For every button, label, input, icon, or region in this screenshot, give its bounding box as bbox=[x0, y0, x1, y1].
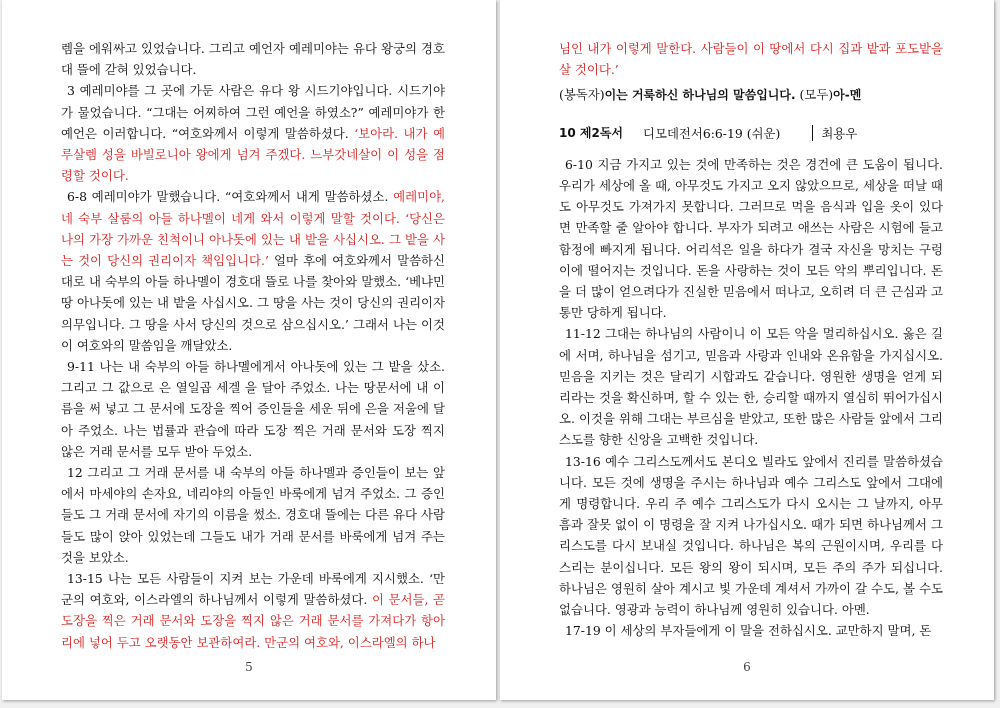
text-segment: 13-15 나는 모든 사람들이 지켜 보는 가운데 바룩에게 지시했소. ‘만군의 여호와, 이스라엘의 하나님께서 이렇게 말씀하셨다. bbox=[61, 571, 445, 608]
text-segment: 17-19 이 세상의 부자들에게 이 말을 전하십시오. 교만하지 말며, 돈 bbox=[565, 623, 932, 639]
reading-separator bbox=[812, 125, 813, 141]
text-segment: 얼마 후에 여호와께서 말씀하신 대로 내 숙부의 아들 하나멜이 경호대 뜰로 나를 찾아와 말했소. ‘베냐민 땅 아나돗에 있는 내 밭을 사십시오. 그 땅을 사는 것이 당신의 권리이자 의무입니다. 그 땅을 사서 당신의 것으로 삼으십시오.’ 그래서 나는 이것이 여호와의 말씀임을 깨달았소. bbox=[61, 253, 445, 353]
paragraph bbox=[61, 80, 445, 186]
reading-reference: 디모데전서6:6-19 (쉬운) bbox=[643, 125, 781, 141]
text-segment: 6-8 예레미야가 말했습니다. “여호와께서 내게 말씀하셨소. bbox=[67, 189, 394, 205]
paragraph bbox=[559, 451, 943, 621]
paragraph bbox=[61, 568, 445, 653]
lector-label: (봉독자) bbox=[559, 87, 605, 103]
text-segment: 6-10 지금 가지고 있는 것에 만족하는 것은 경건에 큰 도움이 됩니다. 우리가 세상에 올 때, 아무것도 가지고 오지 않았으므로, 세상을 떠날 때도 아무것도 가져가지 못합니다. 그러므로 먹을 음식과 입을 옷이 있다면 만족할 줄 알아야 합니다. 부자가 되려고 애쓰는 사람은 시험에 들고 함정에 빠지게 됩니다. 어리석은 일을 하다가 결국 자신을 망치는 구렁이에 떨어지는 것입니다. 돈을 사랑하는 것이 모든 악의 뿌리입니다. 돈을 더 많이 얻으려다가 진실한 믿음에서 떠나고, 오히려 더 큰 근심과 고통만 당하게 됩니다. bbox=[559, 156, 943, 321]
paragraph bbox=[559, 154, 943, 324]
right-page-body bbox=[559, 154, 943, 642]
left-page-number: 5 bbox=[245, 660, 253, 674]
red-text-segment: 님인 내가 이렇게 말한다. 사람들이 이 땅에서 다시 집과 밭과 포도밭을 살 것이다.’ bbox=[559, 41, 943, 78]
text-segment: 9-11 나는 내 숙부의 아들 하나멜에게서 아나돗에 있는 그 밭을 샀소. 그리고 그 값으로 은 열일곱 세겔 을 달아 주었소. 나는 땅문서에 내 이름을 써 넣고 그 문서에 도장을 찍어 증인들을 세운 뒤에 은을 저울에 달아 주었소. 나는 법률과 관습에 따라 도장 찍은 거래 문서와 도장 찍지 않은 거래 문서를 모두 받아 두었소. bbox=[61, 359, 445, 459]
reading-title: 10 제2독서 bbox=[559, 125, 624, 140]
red-text-segment: ‘보아라. 내가 예루살렘 성을 바빌로니아 왕에게 넘겨 주겠다. 느부갓네살이 이 성을 점령할 것이다. bbox=[61, 125, 445, 184]
red-text-segment: 이 문서들, 곧 도장을 찍은 거래 문서와 도장을 찍지 않은 거래 문서를 가져다가 항아리에 넣어 두고 오랫동안 보관하여라. 만군의 여호와, 이스라엘의 하나 bbox=[61, 592, 445, 650]
text-segment: 11-12 그대는 하나님의 사람이니 이 모든 악을 멀리하십시오. 옳은 길에 서며, 하나님을 섬기고, 믿음과 사랑과 인내와 온유함을 가지십시오. 믿음을 지키는 것은 달리기 시합과도 같습니다. 영원한 생명을 얻게 되리라는 것을 확신하며, 할 수 있는 한, 승리할 때까지 열심히 뛰어가십시오. 이것을 위해 그대는 부르심을 받았고, 또한 많은 사람들 앞에서 그리스도를 향한 신앙을 고백한 것입니다. bbox=[559, 326, 943, 448]
right-page-opening bbox=[559, 38, 943, 80]
left-page bbox=[2, 0, 496, 700]
text-segment: 3 예레미야를 그 곳에 가둔 사람은 유다 왕 시드기야입니다. 시드기야가 물었습니다. “그대는 어찌하여 그런 예언을 하였소?” 예레미야가 한 예언은 이러합니다. “여호와께서 이렇게 말씀하셨다. bbox=[61, 83, 445, 141]
paragraph bbox=[61, 38, 445, 80]
left-page-text bbox=[61, 38, 445, 653]
text-segment: 13-16 예수 그리스도께서도 본디오 빌라도 앞에서 진리를 말씀하셨습니다. 모든 것에 생명을 주시는 하나님과 예수 그리스도 앞에서 그대에게 명령합니다. 우리 주 예수 그리스도가 다시 오시는 그 날까지, 아무 흠과 잘못 없이 이 명령을 잘 지켜 나가십시오. 때가 되면 하나님께서 그리스도를 다시 보내실 것입니다. 하나님은 복의 근원이시며, 우리를 다스리는 분이십니다. 모든 왕의 왕이 되시며, 모든 주의 주가 되십니다. 하나님은 영원히 살아 계시고 빛 가운데 계셔서 가까이 갈 수도, 볼 수도 없습니다. 영광과 능력이 하나님께 영원히 있습니다. 아멘. bbox=[559, 453, 943, 618]
right-page bbox=[500, 0, 994, 700]
paragraph bbox=[61, 186, 445, 356]
paragraph bbox=[559, 620, 943, 641]
lector-text: 이는 거룩하신 하나님의 말씀입니다. bbox=[604, 88, 796, 103]
paragraph bbox=[61, 356, 445, 462]
reading-reader: 최용우 bbox=[821, 125, 858, 141]
text-segment: 렘을 에워싸고 있었습니다. 그리고 예언자 예레미야는 유다 왕궁의 경호대 뜰에 갇혀 있었습니다. bbox=[61, 41, 445, 78]
response-line bbox=[559, 84, 943, 106]
reading-header bbox=[559, 123, 943, 144]
paragraph bbox=[559, 323, 943, 450]
right-page-text bbox=[559, 38, 943, 641]
paragraph bbox=[559, 38, 943, 80]
text-segment: 12 그리고 그 거래 문서를 내 숙부의 아들 하나멜과 증인들이 보는 앞에서 마세야의 손자요, 네리야의 아들인 바룩에게 넘겨 주었소. 그 증인들도 그 거래 문서에 자기의 이름을 썼소. 경호대 뜰에는 다른 유다 사람들도 많이 앉아 있었는데 그들도 내가 거래 문서를 바룩에게 넘겨 주는 것을 보았소. bbox=[61, 465, 445, 565]
all-text: 아-멘 bbox=[833, 88, 862, 103]
right-page-number: 6 bbox=[743, 660, 751, 674]
all-label: (모두) bbox=[799, 87, 834, 103]
paragraph bbox=[61, 462, 445, 568]
red-text-segment: 예레미야, 네 숙부 살룸의 아들 하나멜이 네게 와서 이렇게 말할 것이다. ‘당신은 나의 가장 가까운 친척이니 아나돗에 있는 내 밭을 사십시오. 그 밭을 사는 것이 당신의 권리이자 책임입니다.’ bbox=[61, 189, 445, 269]
